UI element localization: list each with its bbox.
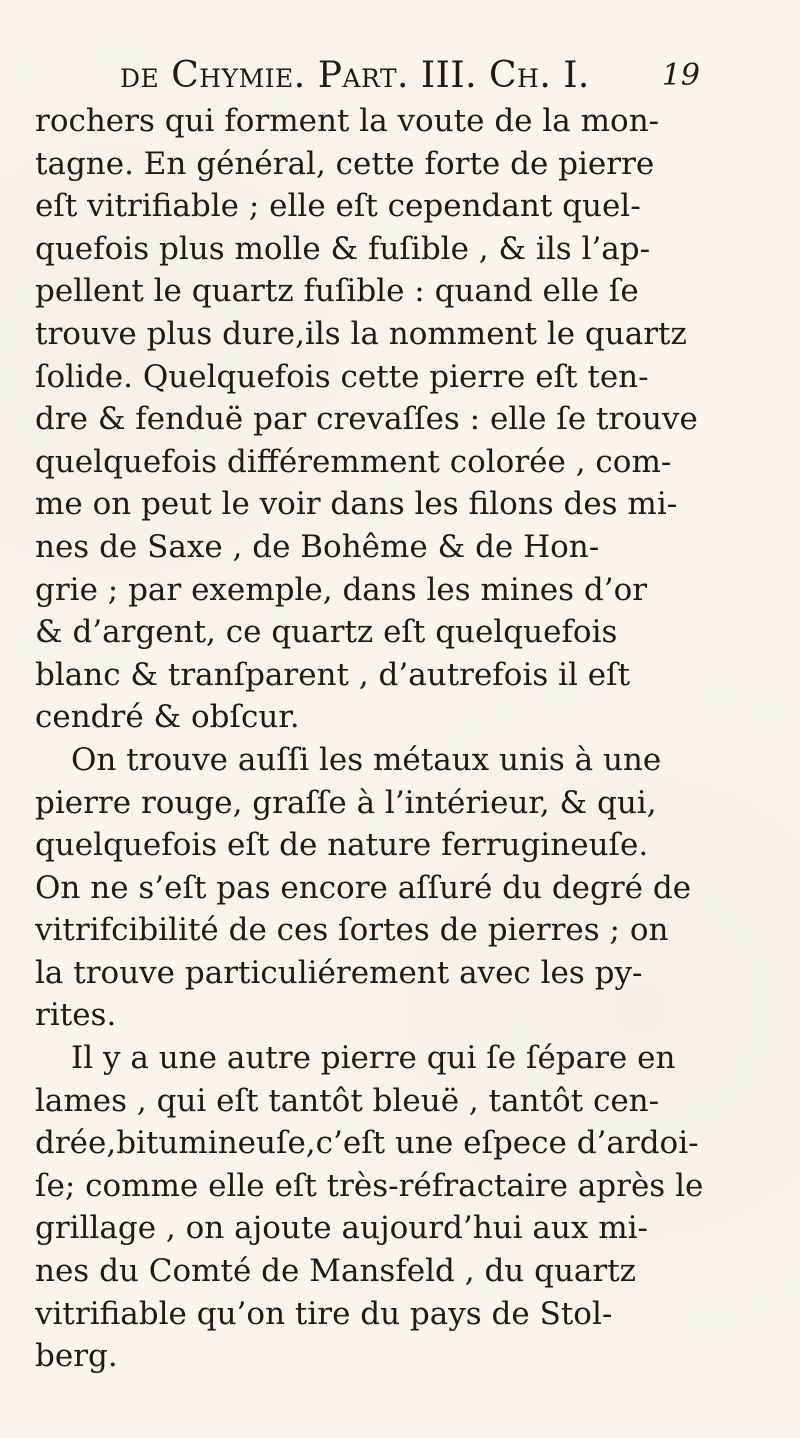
text-line: vitrifcibilité de ces ſortes de pierres ; on xyxy=(35,912,669,949)
text-line: berg. xyxy=(35,1338,118,1375)
page-number: 19 xyxy=(661,58,700,93)
text-line: ſolide. Quelquefois cette pierre eſt ten- xyxy=(35,358,649,395)
text-line: vitrifiable qu’on tire du pays de Stol- xyxy=(35,1295,613,1332)
text-line: ſe; comme elle eſt très-réfractaire après le xyxy=(35,1167,704,1204)
text-line: la trouve particuliérement avec les py- xyxy=(35,954,643,991)
text-line: pierre rouge, graſſe à l’intérieur, & qui, xyxy=(35,784,657,821)
text-line: pellent le quartz fuſible : quand elle ſe xyxy=(35,273,639,310)
text-line: blanc & tranſparent , d’autrefois il eſt xyxy=(35,656,631,693)
text-line: On ne s’eſt pas encore aſſuré du degré de xyxy=(35,869,692,906)
paragraph-start-line: Il y a une autre pierre qui ſe ſépare en xyxy=(71,1040,676,1077)
text-line: eſt vitrifiable ; elle eſt cependant quel- xyxy=(35,188,641,225)
paragraph-start-line: On trouve auſſi les métaux unis à une xyxy=(71,741,662,778)
text-line: me on peut le voir dans les filons des mi- xyxy=(35,486,678,523)
text-line: lames , qui eſt tantôt bleuë , tantôt cen- xyxy=(35,1082,660,1119)
text-line: grie ; par exemple, dans les mines d’or xyxy=(35,571,648,608)
text-line: rochers qui forment la voute de la mon- xyxy=(35,103,660,139)
text-line: nes du Comté de Mansfeld , du quartz xyxy=(35,1253,637,1290)
text-line: dre & fenduë par crevaſſes : elle ſe trouve xyxy=(35,401,698,438)
text-line: cendré & obſcur. xyxy=(35,699,300,736)
text-line: drée,bitumineuſe,c’eſt une eſpece d’ardoi- xyxy=(35,1125,699,1162)
text-line: rites. xyxy=(35,997,117,1034)
text-line: & d’argent, ce quartz eſt quelquefois xyxy=(35,614,618,651)
text-line: quelquefois eſt de nature ferrugineuſe. xyxy=(35,827,649,864)
body-text xyxy=(35,100,765,1375)
text-line: quefois plus molle & fuſible , & ils l’ap- xyxy=(35,230,651,267)
text-line: tagne. En général, cette forte de pierre xyxy=(35,145,655,182)
text-line: quelquefois différemment colorée , com- xyxy=(35,443,672,480)
text-line: nes de Saxe , de Bohême & de Hon- xyxy=(35,528,600,565)
running-title: de Chymie. Part. III. Ch. I. xyxy=(120,55,590,96)
text-line: grillage , on ajoute aujourd’hui aux mi- xyxy=(35,1210,648,1247)
running-head xyxy=(100,54,700,98)
text-line: trouve plus dure,ils la nomment le quartz xyxy=(35,315,687,352)
